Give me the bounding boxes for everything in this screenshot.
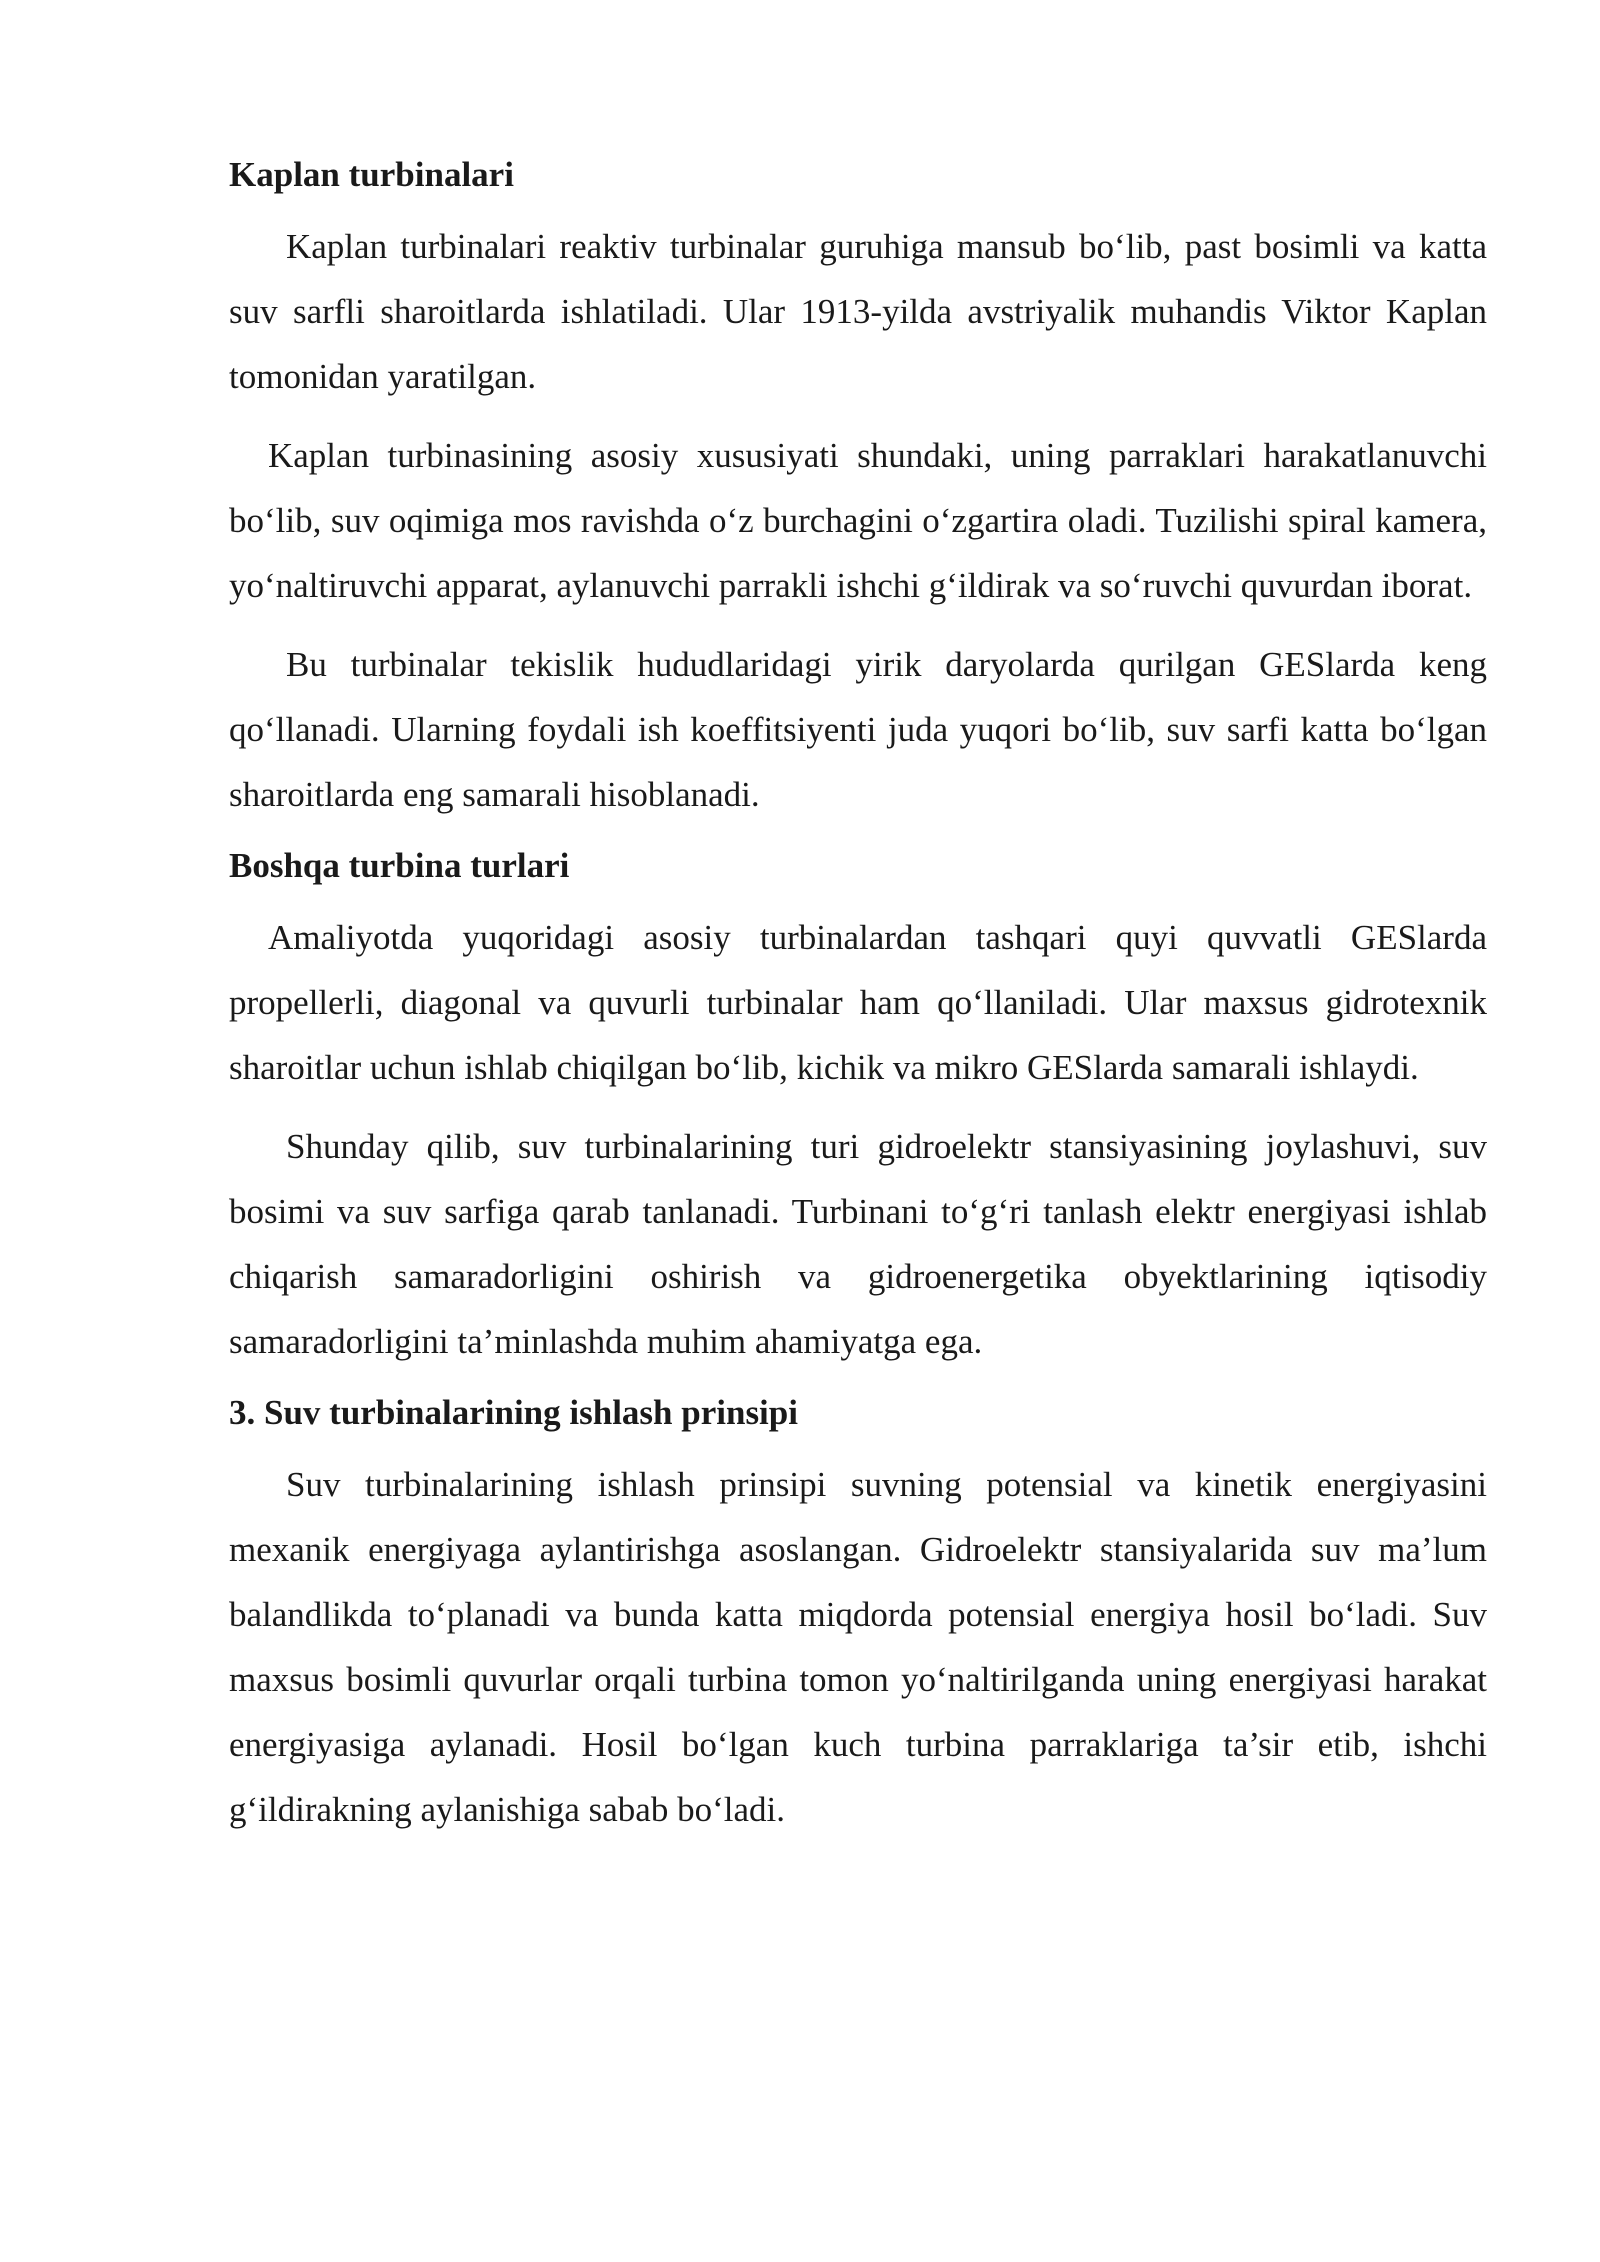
section-heading-working-principle: 3. Suv turbinalarining ishlash prinsipi xyxy=(229,1393,798,1432)
paragraph: Suv turbinalarining ishlash prinsipi suvning potensial va kinetik energiyasini mexanik energiyaga aylantirishga asoslangan. Gidroelektr stansiyalarida suv ma’lum balandlikda to‘planadi va bunda katta miqdorda potensial energiya hosil bo‘ladi. Suv maxsus bosimli quvurlar orqali turbina tomon yo‘naltirilganda uning energiyasi harakat energiyasiga aylanadi. Hosil bo‘lgan kuch turbina parraklariga ta’sir etib, ishchi g‘ildirakning aylanishiga sabab bo‘ladi. xyxy=(229,1465,1487,1829)
paragraph: Shunday qilib, suv turbinalarining turi gidroelektr stansiyasining joylashuvi, suv bosimi va suv sarfiga qarab tanlanadi. Turbinani to‘g‘ri tanlash elektr energiyasi ishlab chiqarish samaradorligini oshirish va gidroenergetika obyektlarining iqtisodiy samaradorligini ta’minlashda muhim ahamiyatga ega. xyxy=(229,1127,1487,1361)
paragraph: Bu turbinalar tekislik hududlaridagi yirik daryolarda qurilgan GESlarda keng qo‘llanadi. Ularning foydali ish koeffitsiyenti juda yuqori bo‘lib, suv sarfi katta bo‘lgan sharoitlarda eng samarali hisoblanadi. xyxy=(229,645,1487,814)
section-heading-other-turbines: Boshqa turbina turlari xyxy=(229,846,570,885)
paragraph: Kaplan turbinalari reaktiv turbinalar guruhiga mansub bo‘lib, past bosimli va katta suv sarfli sharoitlarda ishlatiladi. Ular 1913-yilda avstriyalik muhandis Viktor Kaplan tomonidan yaratilgan. xyxy=(229,227,1487,396)
section-heading-kaplan: Kaplan turbinalari xyxy=(229,155,514,194)
document-page xyxy=(229,150,1487,1842)
paragraph: Amaliyotda yuqoridagi asosiy turbinalardan tashqari quyi quvvatli GESlarda propellerli, diagonal va quvurli turbinalar ham qo‘llaniladi. Ular maxsus gidrotexnik sharoitlar uchun ishlab chiqilgan bo‘lib, kichik va mikro GESlarda samarali ishlaydi. xyxy=(229,918,1487,1087)
paragraph: Kaplan turbinasining asosiy xususiyati shundaki, uning parraklari harakatlanuvchi bo‘lib, suv oqimiga mos ravishda o‘z burchagini o‘zgartira oladi. Tuzilishi spiral kamera, yo‘naltiruvchi apparat, aylanuvchi parrakli ishchi g‘ildirak va so‘ruvchi quvurdan iborat. xyxy=(229,436,1487,605)
